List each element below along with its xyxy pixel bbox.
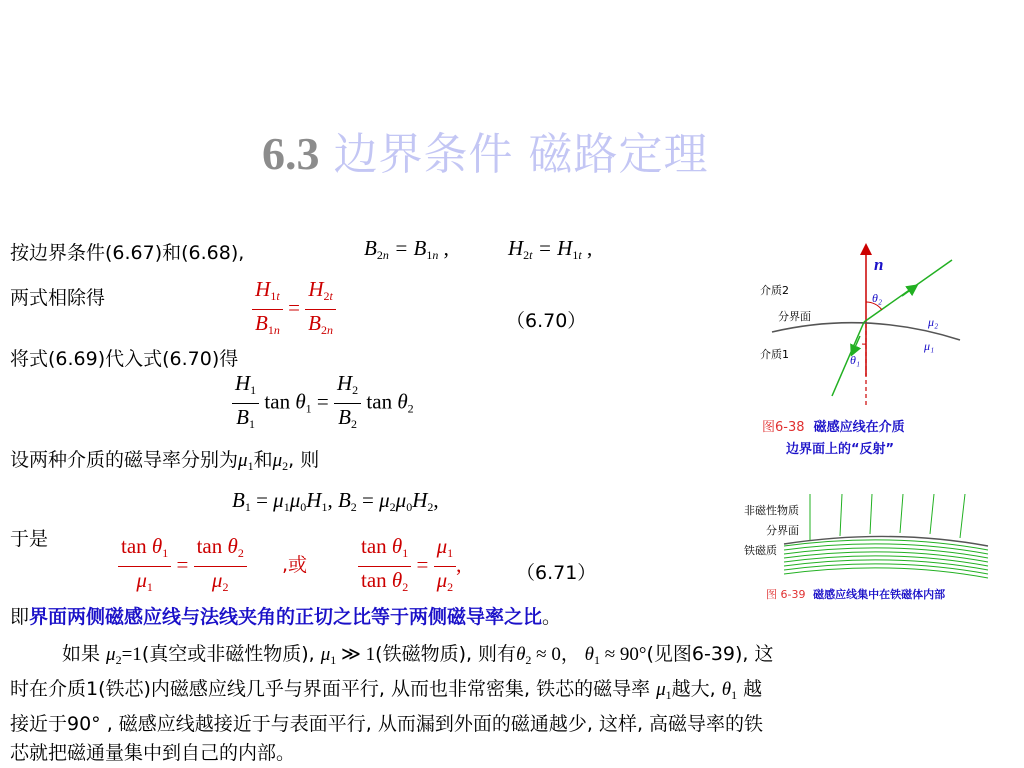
thus-text: 于是 [10,528,49,550]
para-text-1: 如果 [62,643,107,665]
normal-label: n [874,255,884,274]
paragraph-line-2 [10,675,1020,710]
mu2-symbol: $\mu_2$ [272,450,289,473]
para-text-2: (真空或非磁性物质), [141,643,321,665]
mu2-label: μ₂ [928,315,939,329]
substitute-text: 将式(6.69)代入式(6.70)得 [10,348,239,370]
mu1-label: μ₁ [924,339,935,353]
equation-671b: $\frac{\tan \theta_1}{\tan \theta_2}$ = $\frac{\mu_1}{\mu_2}$ , [358,533,461,600]
para-text-7: 越 [737,678,763,700]
and-text: 和 [253,449,273,471]
conclusion-line [10,602,561,629]
equation-h-tangential: $H_{2t} = H_{1t}$ , [508,236,593,262]
ji-text: 即 [10,606,30,628]
mu1-symbol: $\mu_1$ [238,450,254,473]
para-text-5: 时在介质1(铁芯)内磁感应线几乎与界面平行, 从而也非常密集, 铁芯的磁导率 [10,678,657,700]
theta1-label: θ₁ [850,353,861,367]
figure-6-38-number: 图6-38 [762,420,805,435]
nonmagnetic-label: 非磁性物质 [744,504,799,517]
theta2-approx-0: $\theta_2 \approx 0$， $\theta_1 \approx 90^\circ$ [516,644,647,667]
mu2-equals-1: $\mu_2=1$ [106,644,142,667]
para-text-3: (铁磁物质), 则有 [375,643,517,665]
section-number: 6.3 [262,128,320,179]
permeability-definition [10,445,319,474]
para-text-6: 越大, [671,678,722,700]
figure-6-39-diagram [740,484,990,584]
equation-671-tag: （6.71） [516,562,597,584]
theta2-label: θ₂ [872,291,883,305]
section-title: 边界条件 磁路定理 [333,129,709,180]
figure-6-39-number: 图 6-39 [766,588,806,601]
equation-670-tag: （6.70） [506,310,587,332]
then-text: , 则 [288,449,320,471]
slide-title [262,118,709,182]
equation-b-normal: $B_{2n} = B_{1n}$ , [364,236,449,262]
interface-label: 分界面 [778,310,811,323]
figure-6-38-caption-1 [762,416,905,435]
period-text: 。 [542,606,562,628]
boundary-intro: 按边界条件(6.67)和(6.68), [10,242,245,264]
mu1-symbol-2: $\mu_1$ [656,679,672,702]
figure-6-39-caption [766,586,945,602]
medium1-label: 介质1 [760,348,789,361]
divide-text: 两式相除得 [10,287,106,309]
or-text: ,或 [282,554,308,576]
let-mu-text: 设两种介质的磁导率分别为 [10,449,239,471]
figure-6-39-caption-text: 磁感应线集中在铁磁体内部 [813,588,946,601]
refracted-arrow [902,286,916,296]
equation-tan-relation: $\frac{H_1}{B_1}$ $\tan \theta_1$ = $\frac{H_2}{B_2}$ $\tan \theta_2$ [232,370,414,437]
equation-671a: $\frac{\tan \theta_1}{\mu_1}$ = $\frac{\tan \theta_2}{\mu_2}$ [118,533,247,600]
paragraph-line-3: 接近于90° , 磁感应线越接近于与表面平行, 从而漏到外面的磁通越少, 这样, 高磁导率的铁 [10,713,764,735]
explanation-paragraph [10,640,1020,768]
figure-6-38-caption-2: 边界面上的“反射” [786,442,895,457]
conclusion-text: 界面两侧磁感应线与法线夹角的正切之比等于两侧磁导率之比 [29,606,543,628]
fig639-interface [784,536,988,546]
para-text-4: (见图6-39), 这 [646,643,774,665]
figure-6-38-caption-text: 磁感应线在介质 [813,420,905,435]
mu1-much-greater-1: $\mu_1$ ≫ 1 [320,644,376,667]
equation-b-mu-h: $B_1 = \mu_1\mu_0H_1$, $B_2 = \mu_2\mu_0H_2$, [232,488,439,514]
paragraph-line-1 [10,640,1020,675]
theta1-symbol: $\theta_1$ [721,679,738,702]
fig639-interface-label: 分界面 [766,524,799,537]
paragraph-line-4: 芯就把磁通量集中到自己的内部。 [10,742,296,764]
ferromagnetic-label: 铁磁质 [744,544,777,557]
equation-670: $\frac{H_{1t}}{B_{1n}}$ = $\frac{H_{2t}}{B_{2n}}$ [252,276,336,343]
medium2-label: 介质2 [760,284,789,297]
